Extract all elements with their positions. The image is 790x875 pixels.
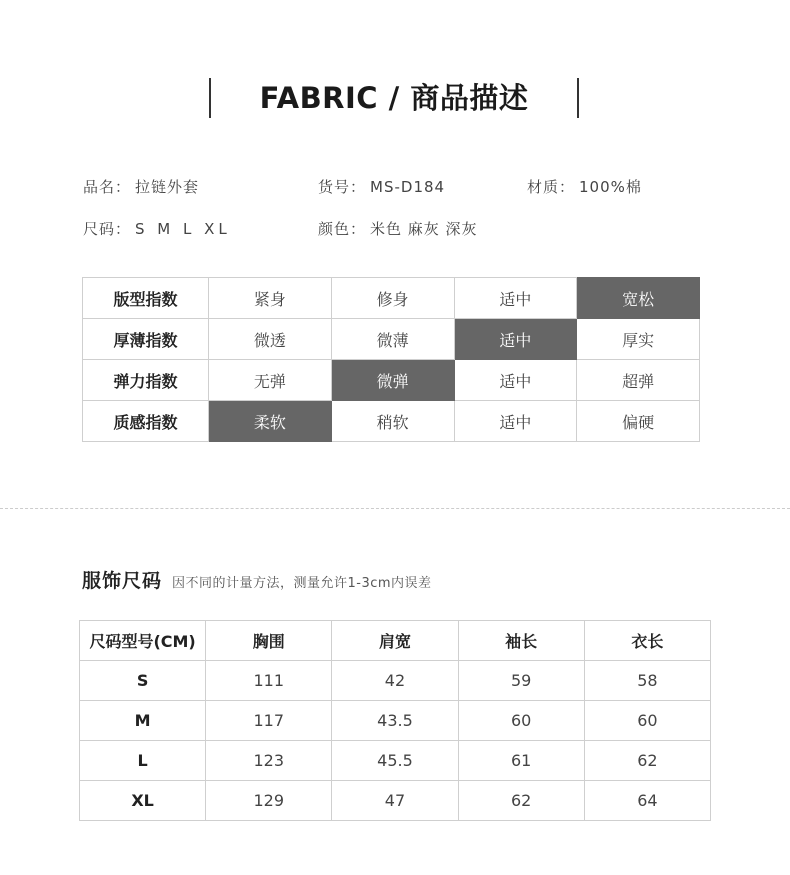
size-table-header: 袖长	[458, 621, 584, 661]
index-option-selected: 柔软	[209, 401, 332, 442]
index-row-label: 弹力指数	[83, 360, 209, 401]
product-name-info	[83, 176, 199, 198]
index-option-selected: 适中	[454, 319, 577, 360]
index-option: 无弹	[209, 360, 332, 401]
measurement-cell: 62	[458, 781, 584, 821]
page-title: FABRIC / 商品描述	[259, 81, 529, 115]
index-option: 偏硬	[577, 401, 700, 442]
measurement-cell: 64	[584, 781, 710, 821]
size-label-cell: L	[80, 741, 206, 781]
item-number-info	[318, 176, 445, 198]
measurement-cell: 60	[458, 701, 584, 741]
index-option: 微薄	[331, 319, 454, 360]
section-title	[0, 78, 790, 118]
product-info-row-2	[0, 218, 790, 240]
size-label-cell: S	[80, 661, 206, 701]
measurement-cell: 117	[206, 701, 332, 741]
index-option: 修身	[331, 278, 454, 319]
index-option: 适中	[454, 401, 577, 442]
table-row	[80, 781, 711, 821]
measurement-cell: 45.5	[332, 741, 458, 781]
size-table-header: 尺码型号(CM)	[80, 621, 206, 661]
index-option: 适中	[454, 360, 577, 401]
size-section-header	[82, 568, 432, 594]
index-option: 超弹	[577, 360, 700, 401]
index-option-selected: 微弹	[331, 360, 454, 401]
size-label-cell: XL	[80, 781, 206, 821]
product-info-row-1	[0, 176, 790, 198]
index-row	[83, 401, 700, 442]
index-option-selected: 宽松	[577, 278, 700, 319]
measurement-cell: 59	[458, 661, 584, 701]
measurement-cell: 43.5	[332, 701, 458, 741]
size-chart-table	[79, 620, 711, 821]
size-section-note: 因不同的计量方法，测量允许1-3cm内误差	[172, 576, 432, 591]
index-option: 厚实	[577, 319, 700, 360]
measurement-cell: 60	[584, 701, 710, 741]
size-table-header: 胸围	[206, 621, 332, 661]
measurement-cell: 129	[206, 781, 332, 821]
size-table-header: 肩宽	[332, 621, 458, 661]
fit-index-table	[82, 277, 700, 442]
index-option: 适中	[454, 278, 577, 319]
measurement-cell: 111	[206, 661, 332, 701]
colors-label: 颜色：	[318, 220, 367, 238]
material-info	[527, 176, 642, 198]
size-table-header: 衣长	[584, 621, 710, 661]
colors-info	[318, 218, 478, 240]
item-number-label: 货号：	[318, 178, 367, 196]
size-label-cell: M	[80, 701, 206, 741]
colors-value: 米色 麻灰 深灰	[370, 220, 478, 238]
material-value: 100%棉	[579, 178, 642, 196]
product-name-label: 品名：	[83, 178, 132, 196]
index-row-label: 质感指数	[83, 401, 209, 442]
product-name-value: 拉链外套	[135, 178, 200, 196]
measurement-cell: 62	[584, 741, 710, 781]
sizes-value: S M L XL	[135, 220, 231, 238]
index-option: 微透	[209, 319, 332, 360]
size-section-title: 服饰尺码	[82, 570, 163, 592]
material-label: 材质：	[527, 178, 576, 196]
table-row	[80, 661, 711, 701]
index-option: 紧身	[209, 278, 332, 319]
measurement-cell: 123	[206, 741, 332, 781]
index-row-label: 厚薄指数	[83, 319, 209, 360]
sizes-label: 尺码：	[83, 220, 132, 238]
title-right-bar	[577, 78, 579, 118]
sizes-info	[83, 218, 231, 240]
index-row	[83, 319, 700, 360]
measurement-cell: 61	[458, 741, 584, 781]
index-row	[83, 278, 700, 319]
index-row-label: 版型指数	[83, 278, 209, 319]
measurement-cell: 47	[332, 781, 458, 821]
item-number-value: MS-D184	[370, 178, 446, 196]
measurement-cell: 42	[332, 661, 458, 701]
section-divider	[0, 508, 790, 509]
index-row	[83, 360, 700, 401]
table-row	[80, 701, 711, 741]
measurement-cell: 58	[584, 661, 710, 701]
table-row	[80, 741, 711, 781]
index-option: 稍软	[331, 401, 454, 442]
